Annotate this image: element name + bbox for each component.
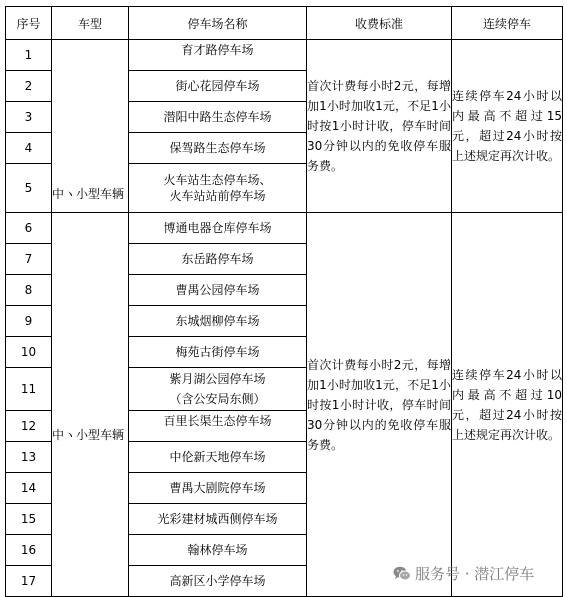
header-lot-name: 停车场名称	[129, 7, 307, 40]
row-number: 11	[6, 368, 52, 411]
watermark-text: 服务号 · 潜江停车	[415, 565, 535, 583]
row-number: 13	[6, 442, 52, 473]
lot-name: 博通电器仓库停车场	[129, 213, 307, 244]
lot-name-line1: 火车站生态停车场、	[163, 173, 272, 187]
lot-name-line1: 紫月湖公园停车场	[169, 372, 266, 386]
vehicle-type-label: 中ヽ小型车辆	[52, 187, 125, 201]
vehicle-type-cell	[52, 40, 129, 213]
row-number: 3	[6, 102, 52, 133]
row-number: 8	[6, 275, 52, 306]
row-number: 17	[6, 566, 52, 597]
row-number: 9	[6, 306, 52, 337]
row-number: 1	[6, 40, 52, 71]
header-fee-standard: 收费标准	[307, 7, 452, 40]
lot-name-two-line	[129, 164, 307, 213]
row-number: 10	[6, 337, 52, 368]
account-watermark	[393, 563, 534, 584]
table-row	[6, 213, 563, 244]
table-header-row	[6, 7, 563, 40]
lot-name: 东岳路停车场	[129, 244, 307, 275]
lot-name-two-line	[129, 368, 307, 411]
fee-standard-cell: 首次计费每小时2元，每增加1小时加收1元，不足1小时按1小时计收，停车时间30分钟以内的免收停车服务费。	[307, 40, 452, 213]
header-continuous: 连续停车	[452, 7, 563, 40]
vehicle-type-label: 中ヽ小型车辆	[52, 428, 125, 442]
row-number: 7	[6, 244, 52, 275]
lot-name: 东城烟柳停车场	[129, 306, 307, 337]
lot-name-line2: 火车站站前停车场	[169, 189, 266, 203]
row-number: 4	[6, 133, 52, 164]
row-number: 5	[6, 164, 52, 213]
continuous-cell: 连续停车24小时以内最高不超过15元，超过24小时按上述规定再次计收。	[452, 40, 563, 213]
vehicle-type-cell	[52, 213, 129, 597]
row-number: 15	[6, 504, 52, 535]
lot-name: 曹禺大剧院停车场	[129, 473, 307, 504]
lot-name: 梅苑古街停车场	[129, 337, 307, 368]
fee-standard-cell: 首次计费每小时2元，每增加1小时加收1元，不足1小时按1小时计收，停车时间30分钟以内的免收停车服务费。	[307, 213, 452, 597]
lot-name: 育才路停车场	[129, 40, 307, 71]
lot-name: 光彩建材城西侧停车场	[129, 504, 307, 535]
lot-name: 高新区小学停车场	[129, 566, 307, 597]
row-number: 12	[6, 411, 52, 442]
header-vehicle-type: 车型	[52, 7, 129, 40]
row-number: 16	[6, 535, 52, 566]
row-number: 2	[6, 71, 52, 102]
lot-name: 翰林停车场	[129, 535, 307, 566]
lot-name: 百里长渠生态停车场	[129, 411, 307, 442]
row-number: 6	[6, 213, 52, 244]
continuous-cell: 连续停车24小时以内最高不超过10元，超过24小时按上述规定再次计收。	[452, 213, 563, 597]
table-row	[6, 40, 563, 71]
lot-name: 潜阳中路生态停车场	[129, 102, 307, 133]
lot-name-line2: （含公安局东侧）	[169, 392, 266, 406]
lot-name: 保驾路生态停车场	[129, 133, 307, 164]
lot-name: 中伦新天地停车场	[129, 442, 307, 473]
parking-fee-table	[5, 6, 563, 597]
lot-name: 曹禺公园停车场	[129, 275, 307, 306]
header-no: 序号	[6, 7, 52, 40]
wechat-icon	[393, 566, 411, 582]
row-number: 14	[6, 473, 52, 504]
lot-name: 街心花园停车场	[129, 71, 307, 102]
